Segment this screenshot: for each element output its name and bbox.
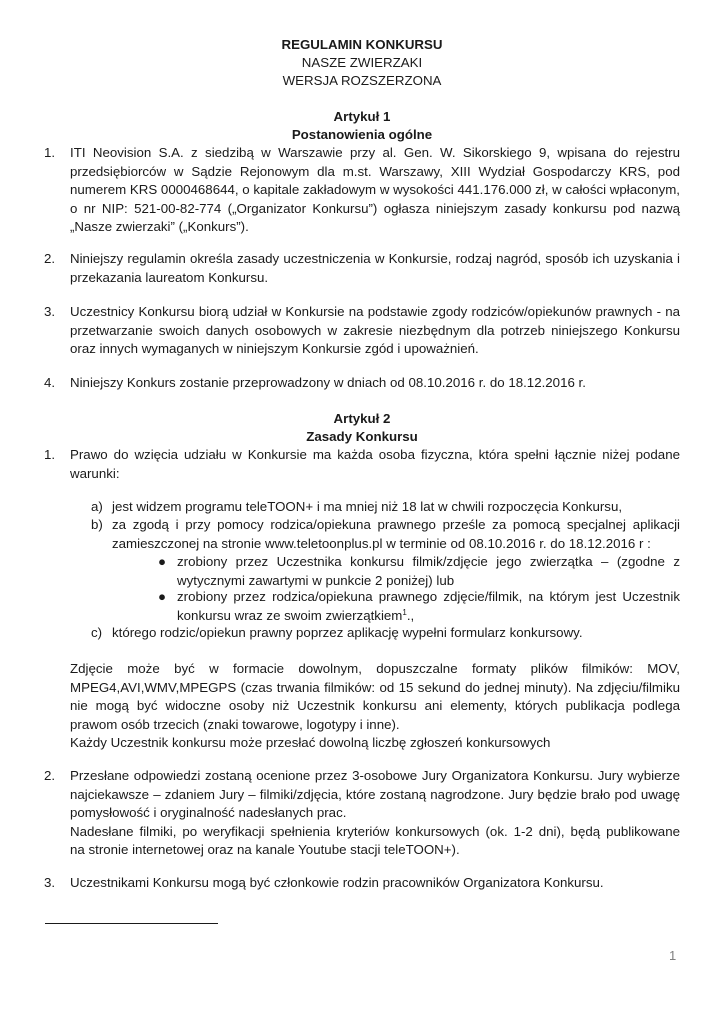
paragraph-line: warunki: [70,465,120,481]
sub-item-letter: c) [91,625,103,640]
list-number: 3. [44,304,56,319]
article-2-heading: Artykuł 2 [333,411,391,426]
paragraph-line: przedsiębiorców w Sądzie Rejonowym dla m.st. Warszawy, XIII Wydział Gospodarczy KRS, pod [70,163,680,179]
paragraph-line: na stronie internetowej oraz na kanale Youtube stacji teleTOON+). [70,842,460,858]
list-number: 2. [44,768,56,783]
paragraph-line: Niniejszy Konkurs zostanie przeprowadzony w dniach od 08.10.2016 r. do 18.12.2016 r. [70,375,586,390]
paragraph-line: numerem KRS 0000468644, o kapitale zakładowym w wysokości 441.176.000 zł, w całości wpłaconym, [70,182,680,198]
bullet-icon: ● [158,554,167,569]
formats-paragraph [70,660,680,753]
paragraph-line: wytycznymi zawartymi w punkcie 2 poniżej) lub [177,572,455,588]
paragraph-line: Uczestnicy Konkursu biorą udział w Konkursie na podstawie zgody rodziców/opiekunów prawnych - na [70,304,680,319]
paragraph-line: przekazania laureatom Konkursu. [70,269,269,285]
document-subtitle: NASZE ZWIERZAKI [301,55,423,70]
article-1-heading: Artykuł 1 [333,109,391,124]
bullet-text-end: konkursu wraz ze swoim zwierzątkiem [177,607,403,623]
paragraph-line: oraz innych wymaganych w niniejszym Konkursie zgód i upoważnień. [70,341,479,357]
footnote-marker: 1 [402,607,407,617]
sub-item-letter: a) [91,499,103,514]
page-number: 1 [669,948,677,963]
paragraph-line: nie mogą być widoczne osoby niż Uczestnik konkursu ani elementy, których publikacja podlega [70,698,680,714]
paragraph-line: przetwarzanie swoich danych osobowych w zakresie niezbędnym dla potrzeb niniejszego Konkursu [70,322,680,338]
paragraph-line: prawom osób trzecich (znaki towarowe, logotypy i inne). [70,716,400,732]
paragraph-line: o nr NIP: 521-00-82-774 („Organizator Konkursu”) ogłasza niniejszym zasady konkursu pod nazwą [70,200,680,216]
paragraph-line: MPEG4,AVI,WMV,MPEGPS (czas trwania filmików: od 15 sekund do jednej minuty). Na zdjęciu/filmiku [70,679,680,695]
article-2-item-2 [70,767,680,860]
paragraph-line: Przesłane odpowiedzi zostaną ocenione przez 3-osobowe Jury Organizatora Konkursu. Jury wybierze [70,768,680,783]
paragraph-line: za zgodą i przy pomocy rodzica/opiekuna prawnego prześle za pomocą specjalnej aplikacji [112,517,680,532]
bullet-item-1 [177,553,680,590]
paragraph-line: zamieszczonej na stronie www.teletoonplus.pl w terminie od 08.10.2016 r. do 18.12.2016 r : [112,535,651,551]
paragraph-line: najciekawsze – zdaniem Jury – filmiki/zdjęcia, które zostaną nagrodzone. Jury będzie brało pod uwagę [70,786,680,802]
sub-item-letter: b) [91,517,103,532]
paragraph-line: pomysłowość i oryginalność nadesłanych prac. [70,805,347,821]
document-title: REGULAMIN KONKURSU [281,37,443,52]
paragraph-line: Każdy Uczestnik konkursu może przesłać dowolną liczbę zgłoszeń konkursowych [70,735,551,751]
article-2-item-1 [70,446,680,483]
paragraph-line: ITI Neovision S.A. z siedzibą w Warszawie przy al. Gen. W. Sikorskiego 9, wpisana do rejestru [70,145,680,160]
bullet-icon: ● [158,589,167,604]
paragraph-line: Prawo do wzięcia udziału w Konkursie ma każda osoba fizyczna, która spełni łącznie niżej podane [70,447,680,462]
article-1-item-3 [70,303,680,359]
article-2-item-3: Uczestnikami Konkursu mogą być członkowie rodzin pracowników Organizatora Konkursu. [70,875,604,890]
list-number: 1. [44,447,56,462]
paragraph-line: „Nasze zwierzaki” („Konkurs”). [70,219,249,235]
article-1-item-2 [70,250,680,287]
paragraph-line: Nadesłane filmiki, po weryfikacji spełnienia kryteriów konkursowych (ok. 1-2 dni), będą publikowane [70,823,680,839]
paragraph-line: Zdjęcie może być w formacie dowolnym, dopuszczalne formaty plików filmików: MOV, [70,661,680,676]
bullet-item-2 [177,588,680,625]
article-1-item-1 [70,144,680,237]
paragraph-line: zrobiony przez Uczestnika konkursu filmik/zdjęcie jego zwierzątka – (zgodne z [177,554,680,569]
bullet-tail: ., [406,607,415,623]
paragraph-line [177,607,680,626]
document-version: WERSJA ROZSZERZONA [282,73,442,88]
footnote-separator [45,923,218,924]
list-number: 3. [44,875,56,890]
sub-item-c: którego rodzic/opiekun prawny poprzez aplikację wypełni formularz konkursowy. [112,625,583,640]
paragraph-line: Niniejszy regulamin określa zasady uczestniczenia w Konkursie, rodzaj nagród, sposób ich uzyskania i [70,251,680,266]
list-number: 2. [44,251,56,266]
list-number: 1. [44,145,56,160]
paragraph-line: zrobiony przez rodzica/opiekuna prawnego zdjęcie/filmik, na którym jest Uczestnik [177,589,680,604]
list-number: 4. [44,375,56,390]
sub-item-a: jest widzem programu teleTOON+ i ma mniej niż 18 lat w chwili rozpoczęcia Konkursu, [112,499,623,514]
sub-item-b [112,516,680,553]
article-1-item-4 [70,374,680,393]
article-2-subheading: Zasady Konkursu [306,429,418,444]
article-1-subheading: Postanowienia ogólne [291,127,433,142]
